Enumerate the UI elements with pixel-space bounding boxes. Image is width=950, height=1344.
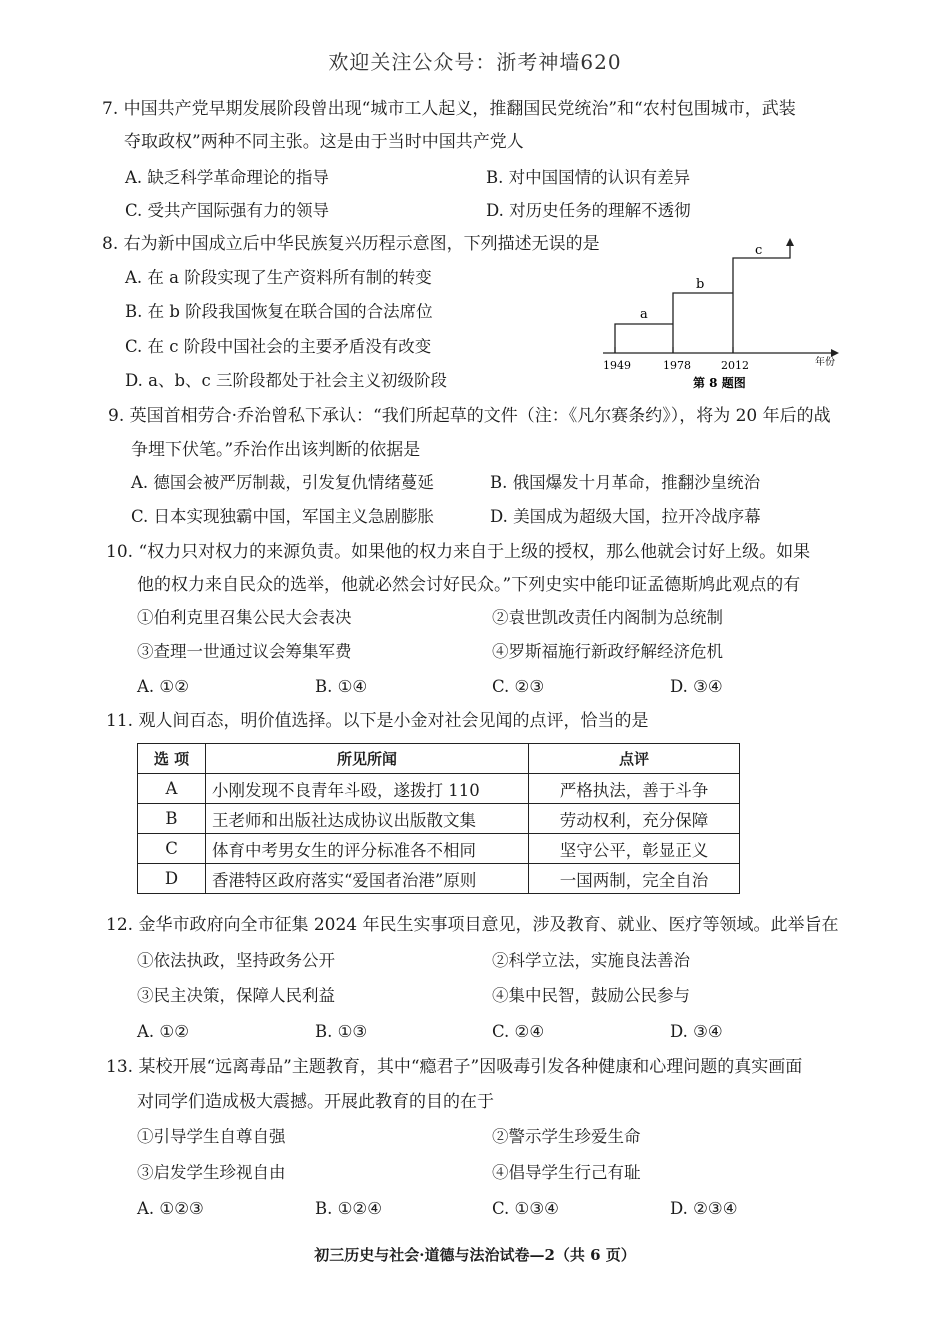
table-cell-observation: 体育中考男女生的评分标准各不相同 xyxy=(206,834,529,864)
q8-option-b[interactable]: B. 在 b 阶段我国恢复在联合国的合法席位 xyxy=(125,302,433,321)
stage-label-b: b xyxy=(696,277,705,292)
table-cell-option: D xyxy=(138,864,206,894)
q10-statement-4: ④罗斯福施行新政纾解经济危机 xyxy=(492,642,723,661)
q12-option-b[interactable]: B. ①③ xyxy=(315,1022,368,1041)
q9-option-b[interactable]: B. 俄国爆发十月革命，推翻沙皇统治 xyxy=(490,473,761,492)
page-footer: 初三历史与社会·道德与法治试卷—2（共 6 页） xyxy=(314,1246,636,1264)
table-cell-observation: 王老师和出版社达成协议出版散文集 xyxy=(206,804,529,834)
page-header-banner: 欢迎关注公众号：浙考神墙620 xyxy=(328,50,622,74)
q10-statement-1: ①伯利克里召集公民大会表决 xyxy=(137,608,352,627)
q7-option-d[interactable]: D. 对历史任务的理解不透彻 xyxy=(486,201,691,220)
q12-statement-3: ③民主决策，保障人民利益 xyxy=(137,986,335,1005)
stage-c-arrow xyxy=(786,238,794,246)
q13-stem-line1: 13. 某校开展“远离毒品”主题教育，其中“瘾君子”因吸毒引发各种健康和心理问题的真实画面 xyxy=(106,1057,803,1077)
q9-stem-line2: 争埋下伏笔。”乔治作出该判断的依据是 xyxy=(131,440,421,460)
q13-statement-3: ③启发学生珍视自由 xyxy=(137,1163,286,1182)
q13-option-c[interactable]: C. ①③④ xyxy=(492,1199,559,1218)
table-row[interactable] xyxy=(138,804,740,834)
axis-label-year: 年份 xyxy=(815,357,835,368)
figure-caption: 第 8 题图 xyxy=(693,376,746,390)
q9-option-a[interactable]: A. 德国会被严厉制裁，引发复仇情绪蔓延 xyxy=(131,473,434,492)
table-cell-observation: 香港特区政府落实“爱国者治港”原则 xyxy=(206,864,529,894)
table-cell-option: C xyxy=(138,834,206,864)
q8-option-c[interactable]: C. 在 c 阶段中国社会的主要矛盾没有改变 xyxy=(125,337,432,356)
q13-option-d[interactable]: D. ②③④ xyxy=(670,1199,738,1218)
q13-statement-2: ②警示学生珍爱生命 xyxy=(492,1127,641,1146)
table-cell-option: B xyxy=(138,804,206,834)
table-header-option: 选 项 xyxy=(138,744,206,774)
q9-option-d[interactable]: D. 美国成为超级大国，拉开冷战序幕 xyxy=(490,507,761,526)
q13-stem-line2: 对同学们造成极大震撼。开展此教育的目的在于 xyxy=(137,1092,494,1112)
q12-statement-2: ②科学立法，实施良法善治 xyxy=(492,951,690,970)
q8-stem-line1: 8. 右为新中国成立后中华民族复兴历程示意图，下列描述无误的是 xyxy=(102,234,600,254)
q10-option-c[interactable]: C. ②③ xyxy=(492,677,545,696)
table-header-row xyxy=(138,744,740,774)
q10-option-a[interactable]: A. ①② xyxy=(137,677,189,696)
table-row[interactable] xyxy=(138,834,740,864)
stage-b-step xyxy=(673,293,733,353)
q9-stem-line1: 9. 英国首相劳合·乔治曾私下承认：“我们所起草的文件（注：《凡尔赛条约》），将为 20 年后的战 xyxy=(108,406,831,426)
q7-stem-line1: 7. 中国共产党早期发展阶段曾出现“城市工人起义，推翻国民党统治”和“农村包围城市，武装 xyxy=(102,99,796,119)
stage-c-step xyxy=(733,243,790,353)
q13-option-b[interactable]: B. ①②④ xyxy=(315,1199,382,1218)
table-cell-comment: 严格执法，善于斗争 xyxy=(529,774,740,804)
q13-statement-1: ①引导学生自尊自强 xyxy=(137,1127,286,1146)
q10-statement-2: ②袁世凯改责任内阁制为总统制 xyxy=(492,608,723,627)
q10-option-b[interactable]: B. ①④ xyxy=(315,677,368,696)
stage-a-step xyxy=(615,324,673,353)
q11-table xyxy=(137,743,740,894)
q10-option-d[interactable]: D. ③④ xyxy=(670,677,723,696)
q12-statement-4: ④集中民智，鼓励公民参与 xyxy=(492,986,690,1005)
q12-option-a[interactable]: A. ①② xyxy=(137,1022,189,1041)
q7-option-c[interactable]: C. 受共产国际强有力的领导 xyxy=(125,201,330,220)
q13-option-a[interactable]: A. ①②③ xyxy=(137,1199,204,1218)
q12-statement-1: ①依法执政，坚持政务公开 xyxy=(137,951,335,970)
q8-stage-diagram xyxy=(595,235,845,395)
table-cell-comment: 劳动权利，充分保障 xyxy=(529,804,740,834)
table-header-comment: 点评 xyxy=(529,744,740,774)
q10-stem-line1: 10. “权力只对权力的来源负责。如果他的权力来自于上级的授权，那么他就会讨好上级。如果 xyxy=(106,542,811,562)
q12-stem-line1: 12. 金华市政府向全市征集 2024 年民生实事项目意见，涉及教育、就业、医疗等领域。此举旨在 xyxy=(106,915,839,935)
q7-option-a[interactable]: A. 缺乏科学革命理论的指导 xyxy=(125,168,329,187)
table-row[interactable] xyxy=(138,864,740,894)
q8-option-d[interactable]: D. a、b、c 三阶段都处于社会主义初级阶段 xyxy=(125,371,448,390)
stage-label-c: c xyxy=(755,243,763,258)
q11-stem-line1: 11. 观人间百态，明价值选择。以下是小金对社会见闻的点评，恰当的是 xyxy=(106,711,649,731)
q10-stem-line2: 他的权力来自民众的选举，他就必然会讨好民众。”下列史实中能印证孟德斯鸠此观点的有 xyxy=(137,575,801,595)
q13-statement-4: ④倡导学生行己有耻 xyxy=(492,1163,641,1182)
q7-option-b[interactable]: B. 对中国国情的认识有差异 xyxy=(486,168,691,187)
table-cell-option: A xyxy=(138,774,206,804)
timeline-axis-arrow xyxy=(831,349,839,357)
year-label-2012: 2012 xyxy=(721,359,749,372)
stage-label-a: a xyxy=(640,307,648,322)
q8-option-a[interactable]: A. 在 a 阶段实现了生产资料所有制的转变 xyxy=(125,268,432,287)
q12-option-d[interactable]: D. ③④ xyxy=(670,1022,723,1041)
table-cell-comment: 一国两制，完全自治 xyxy=(529,864,740,894)
year-label-1978: 1978 xyxy=(663,359,691,372)
q12-option-c[interactable]: C. ②④ xyxy=(492,1022,545,1041)
q10-statement-3: ③查理一世通过议会筹集军费 xyxy=(137,642,352,661)
table-header-observation: 所见所闻 xyxy=(206,744,529,774)
q7-stem-line2: 夺取政权”两种不同主张。这是由于当时中国共产党人 xyxy=(124,132,524,152)
table-row[interactable] xyxy=(138,774,740,804)
table-cell-comment: 坚守公平，彰显正义 xyxy=(529,834,740,864)
q9-option-c[interactable]: C. 日本实现独霸中国，军国主义急剧膨胀 xyxy=(131,507,435,526)
table-cell-observation: 小刚发现不良青年斗殴，遂拨打 110 xyxy=(206,774,529,804)
year-label-1949: 1949 xyxy=(603,359,631,372)
